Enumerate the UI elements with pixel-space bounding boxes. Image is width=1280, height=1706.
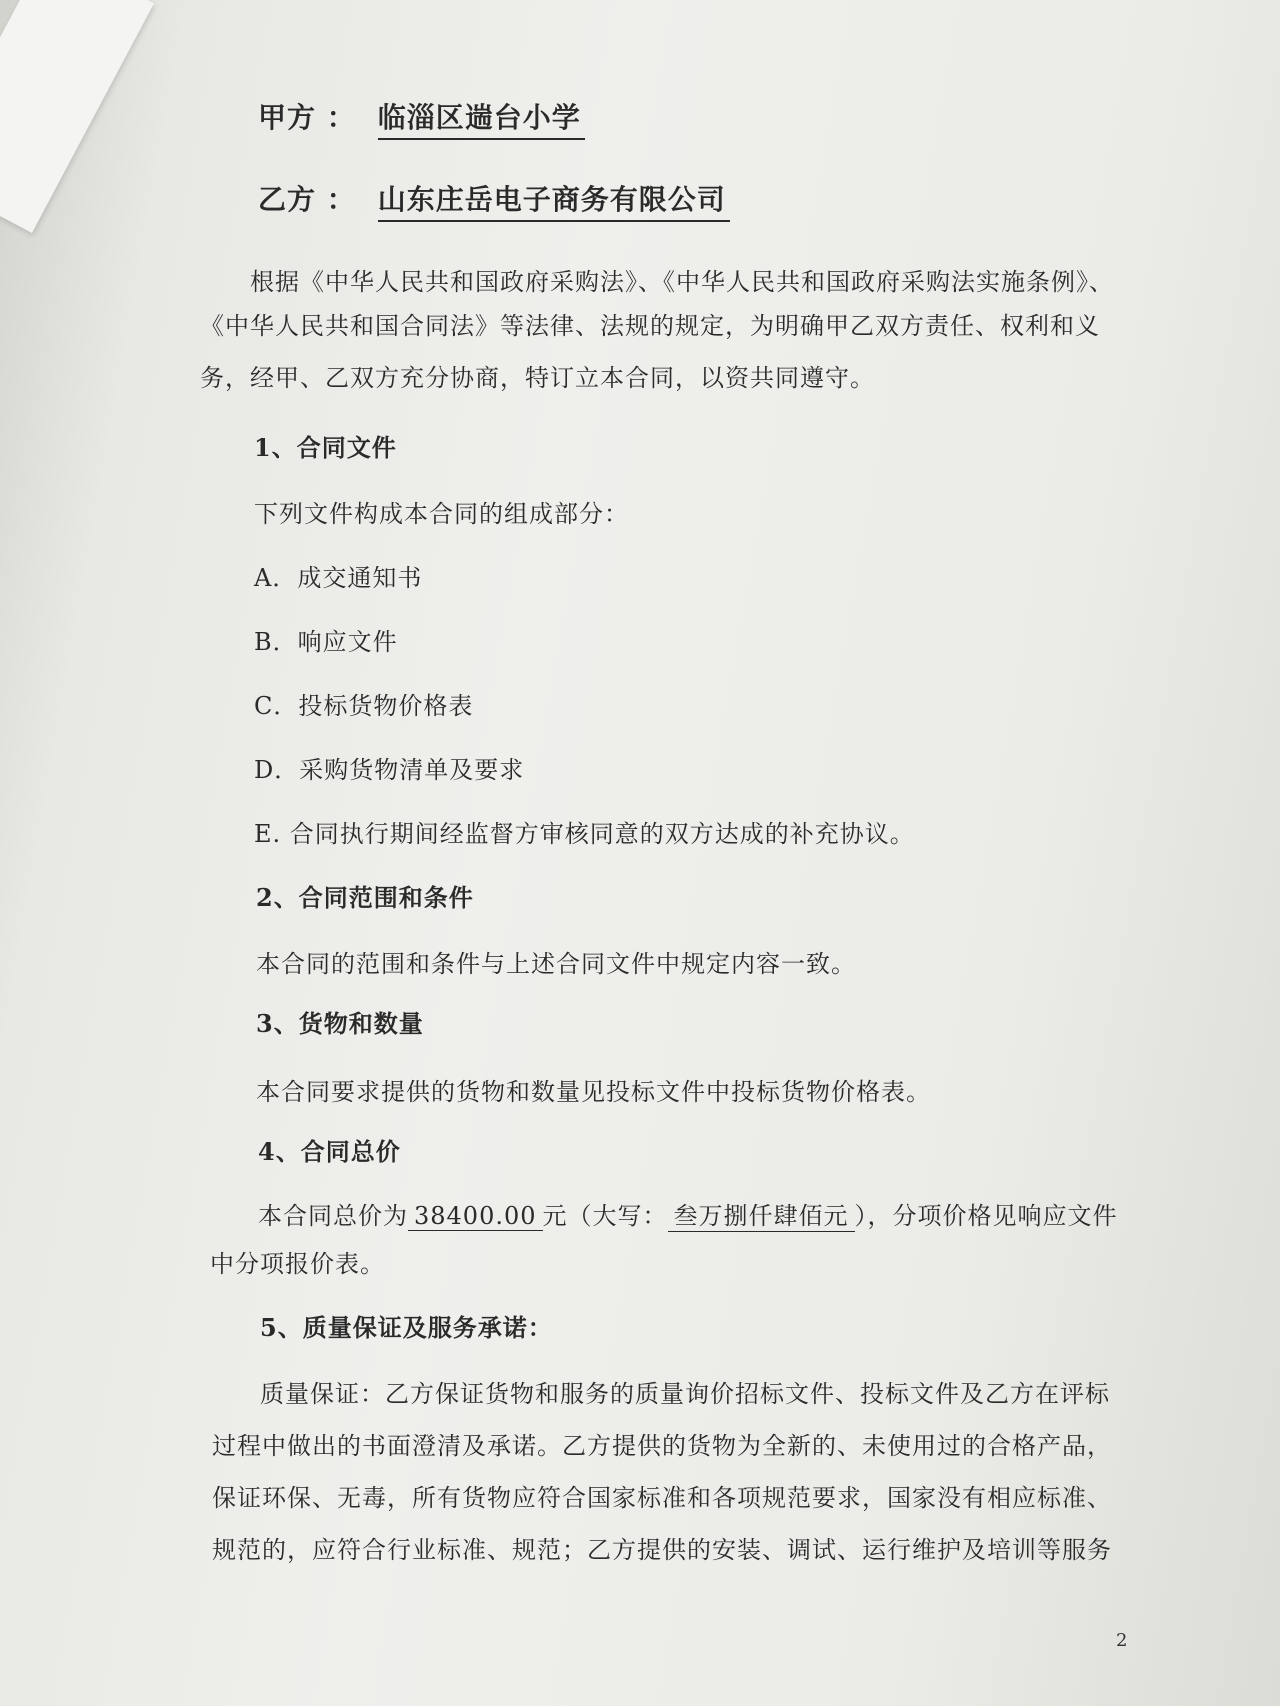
section-4-price-line (258, 1196, 1118, 1232)
section-1-item-c: C．投标货物价格表 (254, 692, 474, 720)
intro-line-3: 务，经甲、乙双方充分协商，特订立本合同，以资共同遵守。 (200, 364, 875, 392)
section-4-line-2: 中分项报价表。 (210, 1250, 385, 1278)
section-5-line-1: 质量保证：乙方保证货物和服务的质量询价招标文件、投标文件及乙方在评标 (260, 1380, 1110, 1408)
section-3-heading: 3、货物和数量 (256, 1009, 424, 1038)
section-1-heading: 1、合同文件 (254, 433, 397, 462)
section-1-item-d: D．采购货物清单及要求 (254, 756, 525, 784)
party-a-label: 甲方 ： (258, 101, 356, 134)
section-2-heading: 2、合同范围和条件 (256, 883, 474, 912)
section-1-lead: 下列文件构成本合同的组成部分： (254, 500, 629, 528)
section-5-line-4: 规范的，应符合行业标准、规范；乙方提供的安装、调试、运行维护及培训等服务 (212, 1536, 1112, 1564)
intro-line-2: 《中华人民共和国合同法》等法律、法规的规定，为明确甲乙双方责任、权利和义 (200, 312, 1100, 340)
price-amount: 38400.00 (408, 1202, 543, 1231)
page-number: 2 (1116, 1630, 1128, 1651)
price-middle: 元（大写： (542, 1202, 668, 1230)
section-4-heading: 4、合同总价 (258, 1137, 401, 1166)
party-b-label: 乙方 ： (258, 183, 356, 216)
section-1-item-b: B．响应文件 (254, 628, 398, 656)
price-suffix: ），分项价格见响应文件 (854, 1202, 1118, 1230)
section-1-item-a: A．成交通知书 (254, 564, 423, 592)
section-2-body: 本合同的范围和条件与上述合同文件中规定内容一致。 (256, 950, 856, 978)
section-3-body: 本合同要求提供的货物和数量见投标文件中投标货物价格表。 (256, 1078, 931, 1106)
price-amount-words: 叁万捌仟肆佰元 (668, 1196, 855, 1232)
party-a-value: 临淄区遄台小学 (378, 96, 585, 140)
section-5-heading: 5、质量保证及服务承诺： (260, 1313, 553, 1342)
party-b-row (258, 178, 730, 222)
party-a-row (258, 96, 585, 140)
section-5-line-3: 保证环保、无毒，所有货物应符合国家标准和各项规范要求，国家没有相应标准、 (212, 1484, 1112, 1512)
section-5-line-2: 过程中做出的书面澄清及承诺。乙方提供的货物为全新的、未使用过的合格产品， (212, 1432, 1112, 1460)
party-b-value: 山东庄岳电子商务有限公司 (378, 178, 730, 222)
section-1-item-e: E. 合同执行期间经监督方审核同意的双方达成的补充协议。 (254, 820, 915, 848)
price-prefix: 本合同总价为 (258, 1202, 408, 1230)
intro-line-1: 根据《中华人民共和国政府采购法》、《中华人民共和国政府采购法实施条例》、 (250, 268, 1114, 296)
